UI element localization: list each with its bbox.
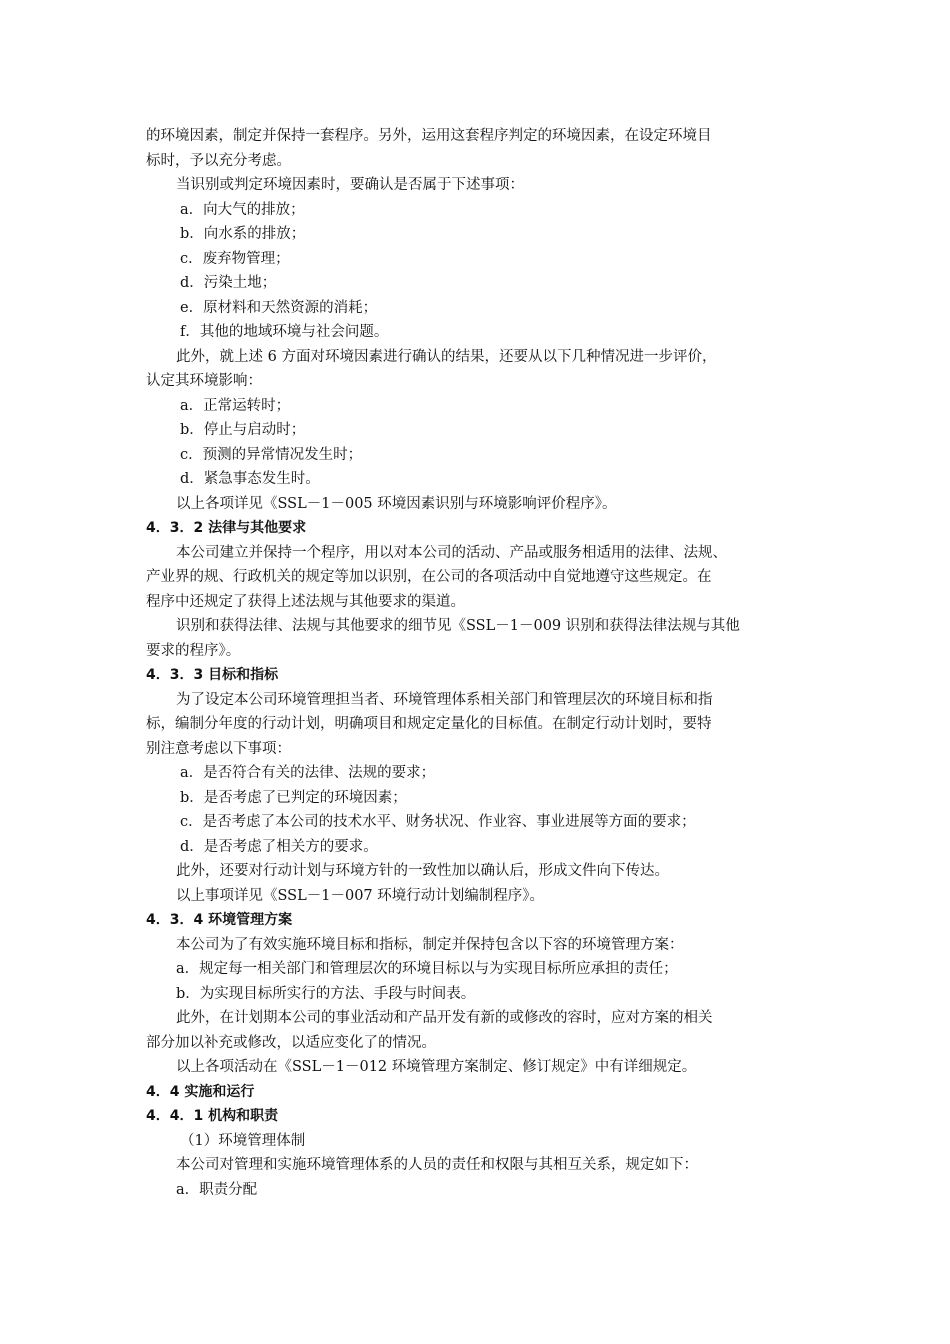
text-line: b．为实现目标所实行的方法、手段与时间表。 xyxy=(176,985,476,1002)
text-line: 认定其环境影响： xyxy=(146,373,262,389)
text-line: a．正常运转时； xyxy=(180,397,291,414)
section-heading: 4．4．1 机构和职责 xyxy=(146,1108,279,1124)
text-line: 要求的程序》。 xyxy=(146,642,241,659)
text-line: a．是否符合有关的法律、法规的要求； xyxy=(180,765,436,781)
text-line: 识别和获得法律、法规与其他要求的细节见《SSL－1－009 识别和获得法律法规与其他 xyxy=(176,618,740,634)
text-line: 别注意考虑以下事项： xyxy=(146,740,291,757)
text-line: 为了设定本公司环境管理担当者、环境管理体系相关部门和管理层次的环境目标和指 xyxy=(176,691,713,708)
text-line: a．职责分配 xyxy=(176,1181,258,1198)
text-line: 产业界的规、行政机关的规定等加以识别，在公司的各项活动中自觉地遵守这些规定。在 xyxy=(146,569,712,585)
text-line: 本公司为了有效实施环境目标和指标，制定并保持包含以下容的环境管理方案： xyxy=(176,936,684,953)
text-line: 本公司对管理和实施环境管理体系的人员的责任和权限与其相互关系，规定如下： xyxy=(176,1157,698,1173)
text-line: c．预测的异常情况发生时； xyxy=(180,446,363,463)
text-line: d．紧急事态发生时。 xyxy=(180,471,320,487)
text-line: a．规定每一相关部门和管理层次的环境目标以与为实现目标所应承担的责任； xyxy=(176,961,678,977)
text-line: 以上各项活动在《SSL－1－012 环境管理方案制定、修订规定》中有详细规定。 xyxy=(176,1059,697,1075)
text-line: 此外，就上述 6 方面对环境因素进行确认的结果，还要从以下几种情况进一步评价， xyxy=(176,348,717,365)
text-line: 程序中还规定了获得上述法规与其他要求的渠道。 xyxy=(146,593,465,610)
section-heading: 4．3．4 环境管理方案 xyxy=(146,912,293,928)
text-line: 标，编制分年度的行动计划，明确项目和规定定量化的目标值。在制定行动计划时，要特 xyxy=(146,716,712,732)
text-line: b．向水系的排放； xyxy=(180,226,306,242)
section-heading: 4．3．2 法律与其他要求 xyxy=(146,520,307,536)
text-line: 的环境因素，制定并保持一套程序。另外，运用这套程序判定的环境因素，在设定环境目 xyxy=(146,128,712,144)
text-line: 以上各项详见《SSL－1－005 环境因素识别与环境影响评价程序》。 xyxy=(176,495,617,512)
text-line: f．其他的地域环境与社会问题。 xyxy=(180,324,389,340)
text-line: a．向大气的排放； xyxy=(180,201,305,218)
text-line: 本公司建立并保持一个程序，用以对本公司的活动、产品或服务相适用的法律、法规、 xyxy=(176,544,727,561)
text-line: c．废弃物管理； xyxy=(180,250,290,267)
section-heading: 4．4 实施和运行 xyxy=(146,1083,255,1100)
text-line: d．是否考虑了相关方的要求。 xyxy=(180,838,378,855)
text-line: 以上事项详见《SSL－1－007 环境行动计划编制程序》。 xyxy=(176,887,544,904)
text-line: b．是否考虑了已判定的环境因素； xyxy=(180,789,407,806)
text-line: e．原材料和天然资源的消耗； xyxy=(180,299,378,316)
text-line: 标时，予以充分考虑。 xyxy=(146,152,291,169)
text-line: 此外，在计划期本公司的事业活动和产品开发有新的或修改的容时，应对方案的相关 xyxy=(176,1010,713,1026)
text-line: （1）环境管理体制 xyxy=(180,1132,306,1149)
text-line: c．是否考虑了本公司的技术水平、财务状况、作业容、事业进展等方面的要求； xyxy=(180,814,696,830)
section-heading: 4．3．3 目标和指标 xyxy=(146,667,279,683)
text-line: b．停止与启动时； xyxy=(180,422,306,438)
text-line: 当识别或判定环境因素时，要确认是否属于下述事项： xyxy=(176,177,524,193)
text-line: d．污染土地； xyxy=(180,275,277,291)
text-line: 部分加以补充或修改，以适应变化了的情况。 xyxy=(146,1034,436,1051)
text-line: 此外，还要对行动计划与环境方针的一致性加以确认后，形成文件向下传达。 xyxy=(176,863,669,879)
document-page xyxy=(146,124,814,1202)
